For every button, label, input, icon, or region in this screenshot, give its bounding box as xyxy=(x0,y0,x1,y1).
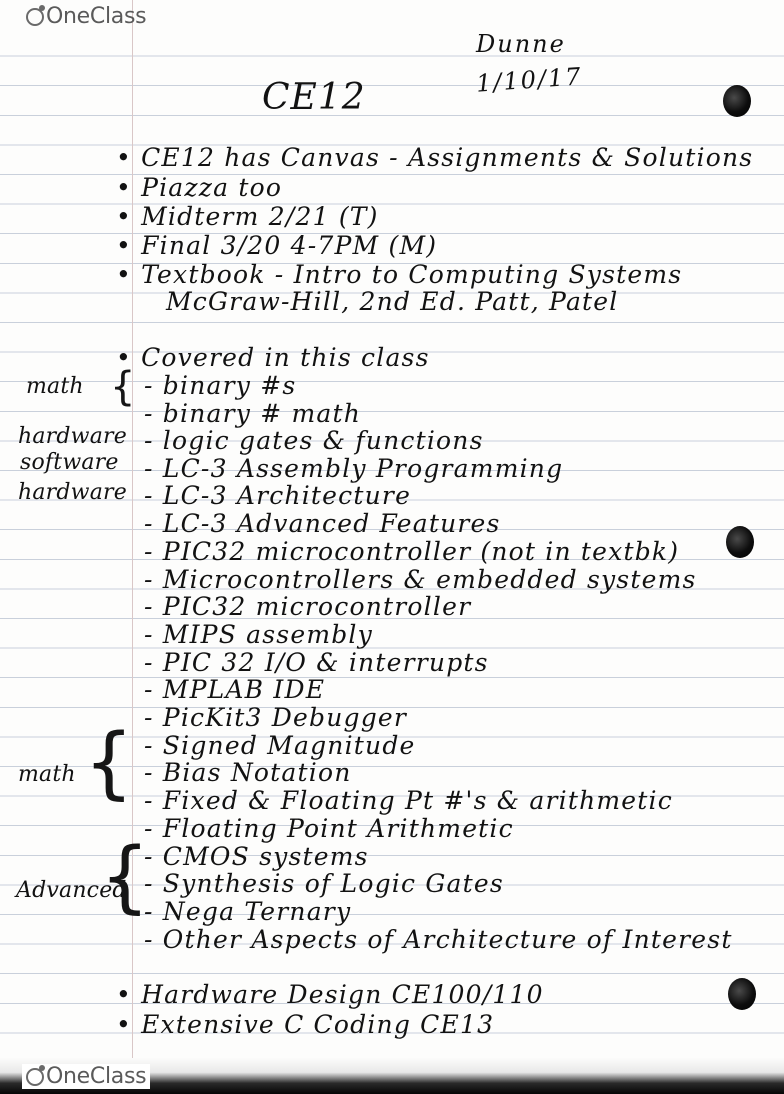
curly-brace-icon: { xyxy=(100,832,150,922)
side-label-math: math xyxy=(26,374,84,399)
curly-brace-icon: { xyxy=(110,364,136,410)
topic-item: - LC-3 Architecture xyxy=(144,481,412,510)
topic-item: - LC-3 Assembly Programming xyxy=(144,454,564,483)
topic-item: - Fixed & Floating Pt #'s & arithmetic xyxy=(144,786,673,815)
bullet-item: • Textbook - Intro to Computing Systems xyxy=(116,260,683,289)
bullet-item: • Midterm 2/21 (T) xyxy=(116,202,379,231)
topic-item: - binary #s xyxy=(144,371,297,400)
topic-item: - Floating Point Arithmetic xyxy=(144,814,514,843)
topic-item: - Synthesis of Logic Gates xyxy=(144,869,504,898)
oneclass-logo-icon xyxy=(26,8,44,26)
side-label-advanced: Advanced xyxy=(16,878,127,903)
topic-item: - MIPS assembly xyxy=(144,620,373,649)
topic-item: - PIC32 microcontroller xyxy=(144,592,472,621)
binder-hole-icon xyxy=(728,978,756,1010)
watermark-logo-top xyxy=(26,4,146,29)
closing-item: • Extensive C Coding CE13 xyxy=(116,1010,495,1039)
topic-item: - Other Aspects of Architecture of Interest xyxy=(144,925,733,954)
section-heading: • Covered in this class xyxy=(116,343,430,372)
topic-item: - CMOS systems xyxy=(144,842,369,871)
topic-item: - PIC 32 I/O & interrupts xyxy=(144,648,489,677)
topic-item: - PicKit3 Debugger xyxy=(144,703,408,732)
bullet-item: • Piazza too xyxy=(116,173,283,202)
topic-item: - PIC32 microcontroller (not in textbk) xyxy=(144,537,680,566)
side-label-hardware: hardware xyxy=(18,480,127,505)
topic-item: - MPLAB IDE xyxy=(144,675,326,704)
side-label-math: math xyxy=(18,762,76,787)
topic-item: - Bias Notation xyxy=(144,758,352,787)
topic-item: - Nega Ternary xyxy=(144,897,352,926)
bullet-item: • Final 3/20 4-7PM (M) xyxy=(116,231,438,260)
watermark-logo-bottom xyxy=(22,1064,150,1089)
topic-item: - binary # math xyxy=(144,399,362,428)
topic-item: - Microcontrollers & embedded systems xyxy=(144,565,697,594)
side-label-software: software xyxy=(20,450,119,475)
watermark-text: OneClass xyxy=(46,4,147,29)
curly-brace-icon: { xyxy=(84,718,134,808)
binder-hole-icon xyxy=(726,526,754,558)
side-label-hardware: hardware xyxy=(18,424,127,449)
course-title: CE12 xyxy=(262,77,366,118)
binder-hole-icon xyxy=(723,85,751,117)
watermark-text: OneClass xyxy=(46,1064,147,1089)
bullet-item: McGraw-Hill, 2nd Ed. Patt, Patel xyxy=(166,287,619,316)
topic-item: - Signed Magnitude xyxy=(144,731,416,760)
topic-item: - LC-3 Advanced Features xyxy=(144,509,501,538)
topic-item: - logic gates & functions xyxy=(144,426,484,455)
closing-item: • Hardware Design CE100/110 xyxy=(116,980,544,1009)
bullet-item: • CE12 has Canvas - Assignments & Solutions xyxy=(116,143,754,172)
author-name: Dunne xyxy=(476,30,566,58)
note-date: 1/10/17 xyxy=(475,62,584,98)
oneclass-logo-icon xyxy=(26,1068,44,1086)
